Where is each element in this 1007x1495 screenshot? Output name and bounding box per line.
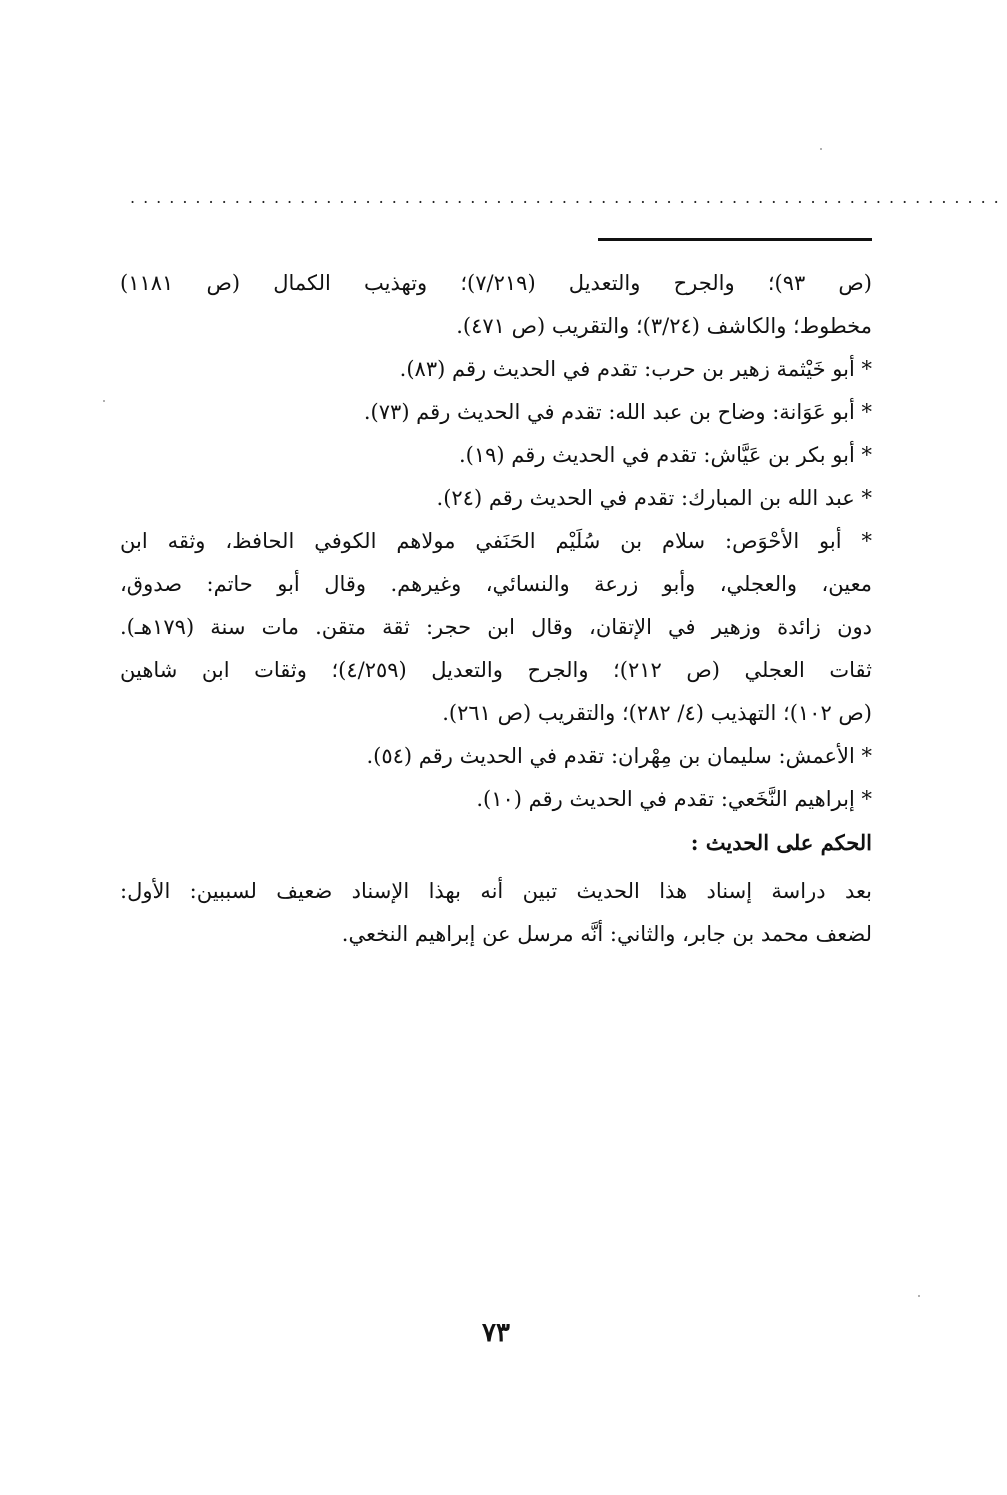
scan-speck xyxy=(103,400,105,402)
text-line: * أبو خَيْثمة زهير بن حرب: تقدم في الحديث رقم (٨٣). xyxy=(399,357,872,381)
page-number: ٧٣ xyxy=(482,1318,510,1348)
page-content xyxy=(120,262,872,956)
text-line: دون زائدة وزهير في الإتقان، وقال ابن حجر: ثقة متقن. مات سنة (١٧٩هـ). xyxy=(120,615,872,639)
text-line: * أبو الأحْوَص: سلام بن سُلَيْم الحَنَفي مولاهم الكوفي الحافظ، وثقه ابن xyxy=(120,529,872,553)
text-line: ثقات العجلي (ص ٢١٢)؛ والجرح والتعديل (٤/٢٥٩)؛ وثقات ابن شاهين xyxy=(120,658,873,682)
text-line: * الأعمش: سليمان بن مِهْران: تقدم في الحديث رقم (٥٤). xyxy=(366,744,872,768)
conclusion-paragraph xyxy=(120,870,872,956)
scan-speck xyxy=(918,1295,920,1297)
text-line: (ص ٩٣)؛ والجرح والتعديل (٧/٢١٩)؛ وتهذيب الكمال (ص ١١٨١) xyxy=(120,271,872,295)
text-line: * إبراهيم النَّخَعي: تقدم في الحديث رقم (١٠). xyxy=(476,787,872,811)
text-line: * عبد الله بن المبارك: تقدم في الحديث رقم (٢٤). xyxy=(436,486,872,510)
text-line: (ص ١٠٢)؛ التهذيب (٤/ ٢٨٢)؛ والتقريب (ص ٢٦١). xyxy=(442,701,872,725)
scan-speck xyxy=(820,148,822,150)
text-line: معين، والعجلي، وأبو زرعة والنسائي، وغيرهم. وقال أبو حاتم: صدوق، xyxy=(120,572,872,596)
text-line: بعد دراسة إسناد هذا الحديث تبين أنه بهذا الإسناد ضعيف لسببين: الأول: xyxy=(120,879,872,903)
text-line: * أبو بكر بن عَيَّاش: تقدم في الحديث رقم (١٩). xyxy=(458,443,872,467)
dotted-separator: ................................................................... xyxy=(130,188,1007,207)
footnote-rule xyxy=(598,238,872,241)
text-line: مخطوط؛ والكاشف (٣/٢٤)؛ والتقريب (ص ٤٧١). xyxy=(456,314,872,338)
text-line: لضعف محمد بن جابر، والثاني: أنَّه مرسل عن إبراهيم النخعي. xyxy=(341,922,872,946)
section-heading: الحكم على الحديث : xyxy=(690,830,872,855)
narrator-notes xyxy=(120,262,872,821)
text-line: * أبو عَوَانة: وضاح بن عبد الله: تقدم في الحديث رقم (٧٣). xyxy=(363,400,872,424)
